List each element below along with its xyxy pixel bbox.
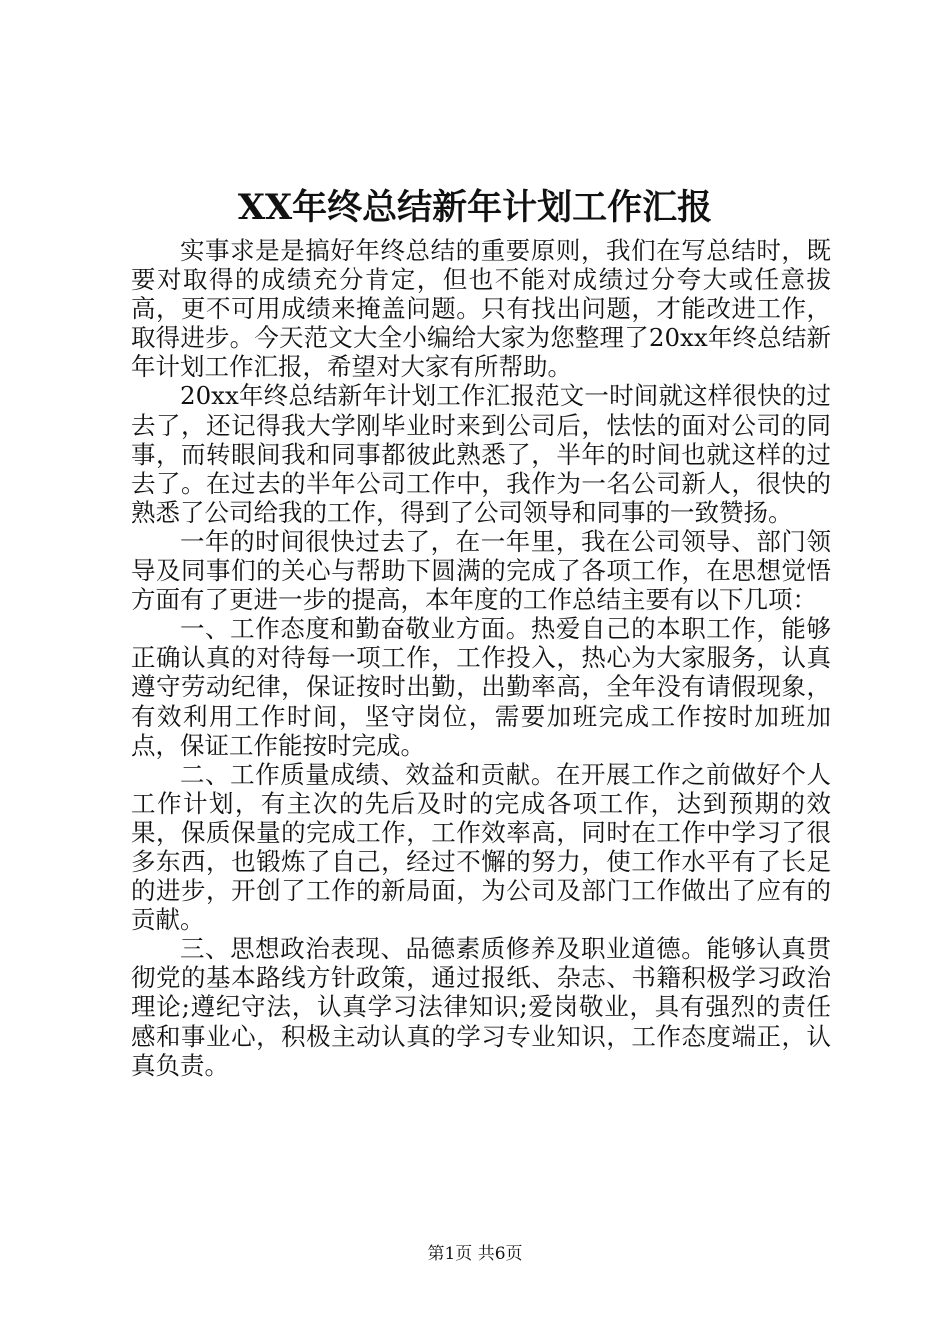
paragraph-section-one: 一、工作态度和勤奋敬业方面。热爱自己的本职工作，能够正确认真的对待每一项工作，工作投入，热心为大家服务，认真遵守劳动纪律，保证按时出勤，出勤率高，全年没有请假现象，有效利用工作时间，坚守岗位，需要加班完成工作按时加班加点，保证工作能按时完成。 xyxy=(131,614,831,760)
paragraph-intro: 实事求是是搞好年终总结的重要原则，我们在写总结时，既要对取得的成绩充分肯定，但也不能对成绩过分夸大或任意拔高，更不可用成绩来掩盖问题。只有找出问题，才能改进工作，取得进步。今天范文大全小编给大家为您整理了20xx年终总结新年计划工作汇报，希望对大家有所帮助。 xyxy=(131,236,831,382)
document-body xyxy=(131,236,831,1080)
page-number-footer: 第1页 共6页 xyxy=(427,1244,523,1264)
paragraph-year-overview: 一年的时间很快过去了，在一年里，我在公司领导、部门领导及同事们的关心与帮助下圆满的完成了各项工作，在思想觉悟方面有了更进一步的提高，本年度的工作总结主要有以下几项： xyxy=(131,526,831,615)
document-title: XX年终总结新年计划工作汇报 xyxy=(237,187,713,228)
paragraph-section-three: 三、思想政治表现、品德素质修养及职业道德。能够认真贯彻党的基本路线方针政策，通过报纸、杂志、书籍积极学习政治理论;遵纪守法，认真学习法律知识;爱岗敬业，具有强烈的责任感和事业心，积极主动认真的学习专业知识，工作态度端正，认真负责。 xyxy=(131,934,831,1080)
paragraph-sample-one: 20xx年终总结新年计划工作汇报范文一时间就这样很快的过去了，还记得我大学刚毕业时来到公司后，怯怯的面对公司的同事，而转眼间我和同事都彼此熟悉了，半年的时间也就这样的过去了。在过去的半年公司工作中，我作为一名公司新人，很快的熟悉了公司给我的工作，得到了公司领导和同事的一致赞扬。 xyxy=(131,381,831,527)
paragraph-section-two: 二、工作质量成绩、效益和贡献。在开展工作之前做好个人工作计划，有主次的先后及时的完成各项工作，达到预期的效果，保质保量的完成工作，工作效率高，同时在工作中学习了很多东西，也锻炼了自己，经过不懈的努力，使工作水平有了长足的进步，开创了工作的新局面，为公司及部门工作做出了应有的贡献。 xyxy=(131,759,831,935)
